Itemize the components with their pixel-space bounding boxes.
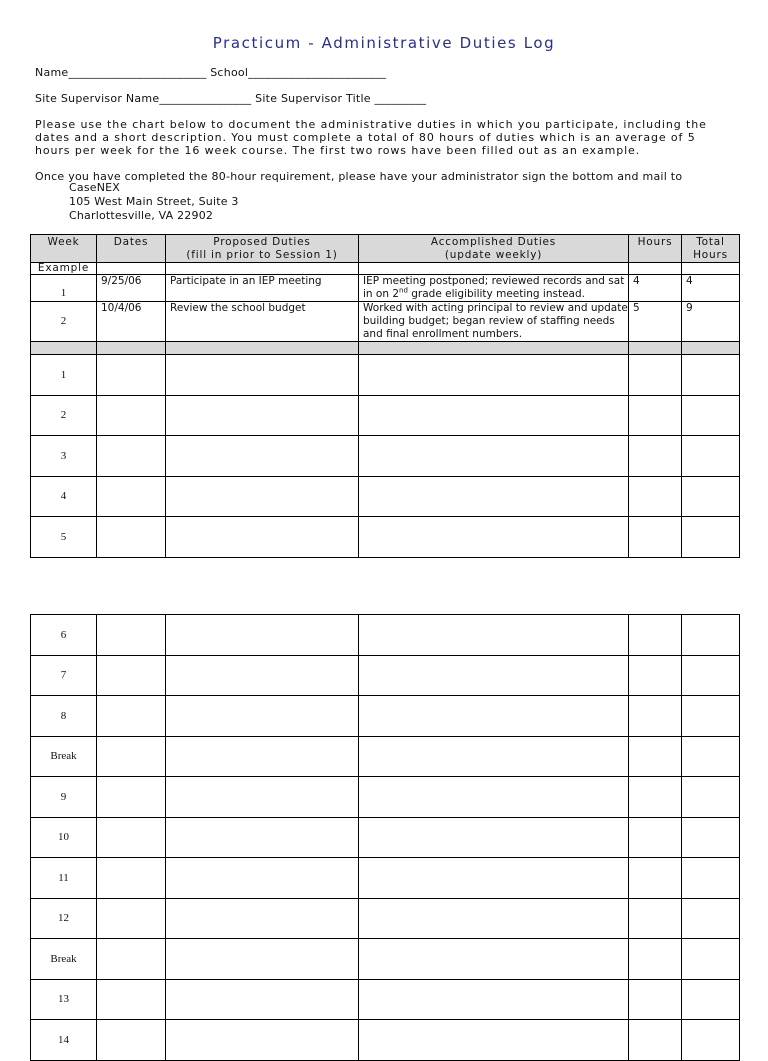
duties-log-table-top <box>30 234 740 558</box>
accomplished-cell[interactable] <box>359 395 629 436</box>
proposed-cell[interactable] <box>166 1020 359 1061</box>
address-line-1: CaseNEX <box>69 181 121 194</box>
week-cell: Break <box>31 736 97 777</box>
week-cell: 7 <box>31 655 97 696</box>
example-week: 2 <box>31 302 97 342</box>
accomplished-cell[interactable] <box>359 476 629 517</box>
dates-cell[interactable] <box>97 476 166 517</box>
week-cell: 6 <box>31 615 97 656</box>
example-proposed: Review the school budget <box>166 302 359 342</box>
total-cell[interactable] <box>682 655 740 696</box>
total-cell[interactable] <box>682 615 740 656</box>
log-row <box>31 615 740 656</box>
log-row <box>31 436 740 477</box>
log-row <box>31 1020 740 1061</box>
dates-cell[interactable] <box>97 817 166 858</box>
week-cell: 10 <box>31 817 97 858</box>
total-cell[interactable] <box>682 696 740 737</box>
log-row <box>31 736 740 777</box>
accomplished-cell[interactable] <box>359 615 629 656</box>
log-row <box>31 655 740 696</box>
total-cell[interactable] <box>682 979 740 1020</box>
example-total: 9 <box>682 302 740 342</box>
accomplished-cell[interactable] <box>359 1020 629 1061</box>
week-cell: Break <box>31 939 97 980</box>
accomplished-cell[interactable] <box>359 517 629 558</box>
log-row <box>31 898 740 939</box>
proposed-cell[interactable] <box>166 476 359 517</box>
header-hours: Hours <box>629 235 682 263</box>
proposed-cell[interactable] <box>166 979 359 1020</box>
hours-cell[interactable] <box>629 655 682 696</box>
example-row <box>31 302 740 342</box>
accomplished-cell[interactable] <box>359 817 629 858</box>
dates-cell[interactable] <box>97 858 166 899</box>
dates-cell[interactable] <box>97 979 166 1020</box>
dates-cell[interactable] <box>97 517 166 558</box>
proposed-cell[interactable] <box>166 696 359 737</box>
mailing-address <box>69 181 239 223</box>
example-week: 1 <box>31 275 97 302</box>
accomplished-cell[interactable] <box>359 939 629 980</box>
proposed-cell[interactable] <box>166 615 359 656</box>
accomplished-cell[interactable] <box>359 436 629 477</box>
header-week: Week <box>31 235 97 263</box>
total-cell[interactable] <box>682 1020 740 1061</box>
hours-cell[interactable] <box>629 436 682 477</box>
log-row <box>31 817 740 858</box>
hours-cell[interactable] <box>629 898 682 939</box>
total-cell[interactable] <box>682 476 740 517</box>
header-total-hours: Total Hours <box>682 235 740 263</box>
log-row <box>31 777 740 818</box>
log-row <box>31 355 740 396</box>
proposed-cell[interactable] <box>166 858 359 899</box>
week-cell: 1 <box>31 355 97 396</box>
hours-cell[interactable] <box>629 355 682 396</box>
instructions-paragraph: Please use the chart below to document the administrative duties in which you participate, including the dates and a short description. You must complete a total of 80 hours of duties which is an average of 5 hours per week for the 16 week course. The first two rows have been filled out as an example. <box>35 118 707 157</box>
total-cell[interactable] <box>682 436 740 477</box>
header-dates: Dates <box>97 235 166 263</box>
proposed-cell[interactable] <box>166 655 359 696</box>
proposed-cell[interactable] <box>166 395 359 436</box>
week-cell: 4 <box>31 476 97 517</box>
example-row <box>31 275 740 302</box>
address-line-2: 105 West Main Street, Suite 3 <box>69 195 239 208</box>
proposed-cell[interactable] <box>166 898 359 939</box>
hours-cell[interactable] <box>629 395 682 436</box>
log-row <box>31 858 740 899</box>
proposed-cell[interactable] <box>166 817 359 858</box>
example-date: 9/25/06 <box>97 275 166 302</box>
page-title: Practicum - Administrative Duties Log <box>212 34 556 52</box>
week-cell: 2 <box>31 395 97 436</box>
header-proposed: Proposed Duties (fill in prior to Session 1) <box>166 235 359 263</box>
example-date: 10/4/06 <box>97 302 166 342</box>
mail-instructions: Once you have completed the 80-hour requirement, please have your administrator sign the bottom and mail to <box>35 170 683 183</box>
log-row <box>31 395 740 436</box>
duties-log-table-bottom <box>30 614 740 1061</box>
separator-row <box>31 342 740 355</box>
total-cell[interactable] <box>682 395 740 436</box>
example-total: 4 <box>682 275 740 302</box>
week-cell: 12 <box>31 898 97 939</box>
total-cell[interactable] <box>682 736 740 777</box>
supervisor-line: Site Supervisor Name________________ Site Supervisor Title _________ <box>35 92 427 105</box>
accomplished-cell[interactable] <box>359 355 629 396</box>
log-row <box>31 517 740 558</box>
week-cell: 11 <box>31 858 97 899</box>
hours-cell[interactable] <box>629 736 682 777</box>
example-label-row <box>31 263 740 275</box>
dates-cell[interactable] <box>97 436 166 477</box>
example-label: Example <box>31 263 97 275</box>
week-cell: 13 <box>31 979 97 1020</box>
example-accomplished: Worked with acting principal to review and update building budget; began review of staffing needs and final enrollment numbers. <box>359 302 629 342</box>
address-line-3: Charlottesville, VA 22902 <box>69 209 214 222</box>
week-cell: 9 <box>31 777 97 818</box>
week-cell: 3 <box>31 436 97 477</box>
accomplished-cell[interactable] <box>359 858 629 899</box>
proposed-cell[interactable] <box>166 777 359 818</box>
log-row <box>31 939 740 980</box>
header-accomplished: Accomplished Duties (update weekly) <box>359 235 629 263</box>
dates-cell[interactable] <box>97 939 166 980</box>
hours-cell[interactable] <box>629 939 682 980</box>
proposed-cell[interactable] <box>166 736 359 777</box>
proposed-cell[interactable] <box>166 517 359 558</box>
hours-cell[interactable] <box>629 615 682 656</box>
dates-cell[interactable] <box>97 736 166 777</box>
hours-cell[interactable] <box>629 979 682 1020</box>
dates-cell[interactable] <box>97 395 166 436</box>
dates-cell[interactable] <box>97 898 166 939</box>
hours-cell[interactable] <box>629 817 682 858</box>
hours-cell[interactable] <box>629 858 682 899</box>
proposed-cell[interactable] <box>166 436 359 477</box>
week-cell: 8 <box>31 696 97 737</box>
name-school-line: Name________________________ School________________________ <box>35 66 387 79</box>
total-cell[interactable] <box>682 517 740 558</box>
log-row <box>31 979 740 1020</box>
accomplished-cell[interactable] <box>359 736 629 777</box>
dates-cell[interactable] <box>97 696 166 737</box>
hours-cell[interactable] <box>629 777 682 818</box>
proposed-cell[interactable] <box>166 355 359 396</box>
accomplished-cell[interactable] <box>359 898 629 939</box>
hours-cell[interactable] <box>629 517 682 558</box>
hours-cell[interactable] <box>629 696 682 737</box>
accomplished-cell[interactable] <box>359 696 629 737</box>
total-cell[interactable] <box>682 777 740 818</box>
dates-cell[interactable] <box>97 355 166 396</box>
example-proposed: Participate in an IEP meeting <box>166 275 359 302</box>
hours-cell[interactable] <box>629 1020 682 1061</box>
log-row <box>31 696 740 737</box>
total-cell[interactable] <box>682 817 740 858</box>
total-cell[interactable] <box>682 858 740 899</box>
week-cell: 14 <box>31 1020 97 1061</box>
example-hours: 5 <box>629 302 682 342</box>
accomplished-cell[interactable] <box>359 777 629 818</box>
dates-cell[interactable] <box>97 1020 166 1061</box>
accomplished-cell[interactable] <box>359 655 629 696</box>
example-hours: 4 <box>629 275 682 302</box>
header-row <box>31 235 740 263</box>
total-cell[interactable] <box>682 939 740 980</box>
log-row <box>31 476 740 517</box>
dates-cell[interactable] <box>97 777 166 818</box>
dates-cell[interactable] <box>97 615 166 656</box>
example-accomplished: IEP meeting postponed; reviewed records and sat in on 2nd grade eligibility meeting instead. <box>359 275 629 302</box>
dates-cell[interactable] <box>97 655 166 696</box>
total-cell[interactable] <box>682 898 740 939</box>
total-cell[interactable] <box>682 355 740 396</box>
accomplished-cell[interactable] <box>359 979 629 1020</box>
hours-cell[interactable] <box>629 476 682 517</box>
week-cell: 5 <box>31 517 97 558</box>
proposed-cell[interactable] <box>166 939 359 980</box>
